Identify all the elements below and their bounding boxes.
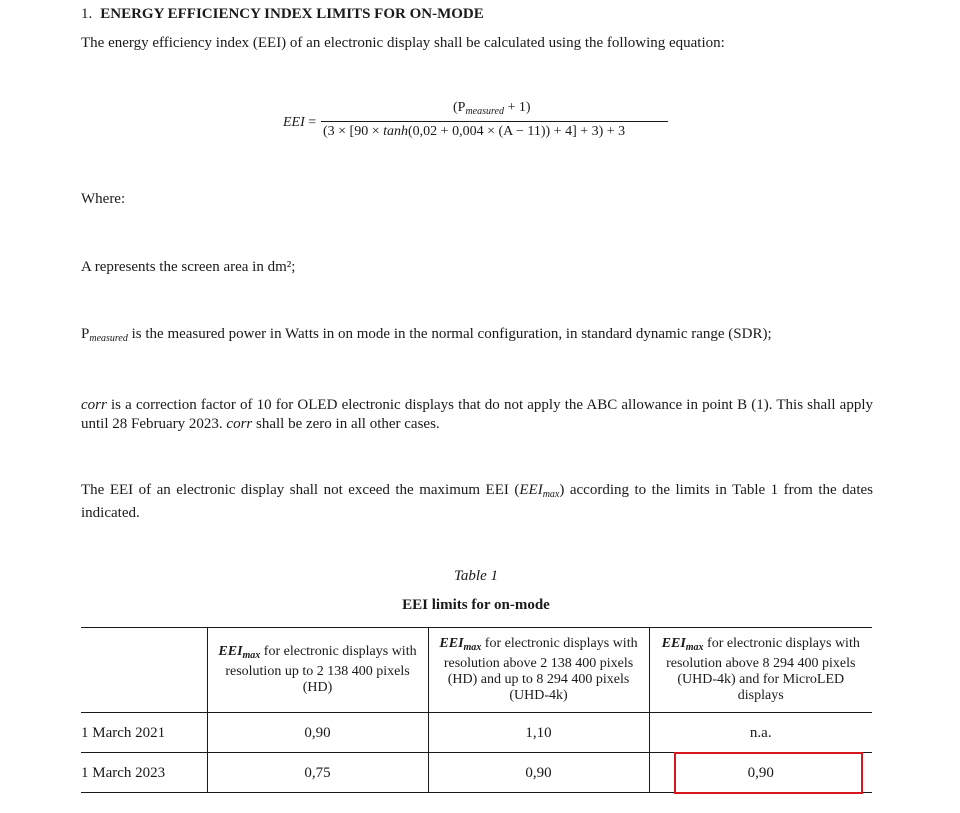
section-heading (81, 6, 484, 23)
table-cell: 0,90 (649, 753, 872, 793)
eei-equation (283, 100, 683, 150)
table-header-empty (81, 628, 207, 713)
table-header-microled: $EEI_{max}$ for electronic displays with resolution above 8 294 400 pixels (UHD-4k) and for MicroLED displays (649, 628, 872, 713)
equation-lhs: EEI = (283, 115, 317, 130)
table-cell: 0,90 (428, 753, 649, 793)
limit-paragraph: The EEI of an electronic display shall not exceed the maximum EEI $(EEI_{max})$ according to the limits in Table 1 from the dates indicated. (81, 482, 873, 521)
definition-corr: corr is a correction factor of 10 for OLED electronic displays that do not apply the ABC allowance in point B (1). This shall apply until 28 February 2023. corr shall be zero in all other cases. (81, 397, 873, 432)
table-cell-date: 1 March 2021 (81, 724, 166, 741)
equation-numerator: $(P_{measured} + 1)$ (453, 100, 531, 117)
table-header-uhd: $EEI_{max}$ for electronic displays with resolution above 2 138 400 pixels (HD) and up to 8 294 400 pixels (UHD-4k) (428, 628, 649, 713)
table-header-row (81, 628, 872, 713)
table-caption: Table 1 (453, 568, 499, 584)
table-title: EEI limits for on-mode (402, 597, 550, 613)
definition-a: A represents the screen area in dm²; (81, 259, 296, 275)
intro-paragraph: The energy efficiency index (EEI) of an electronic display shall be calculated using the following equation: (81, 35, 725, 51)
highlight-box (674, 752, 863, 794)
definition-p-measured: $P_{measured}$ is the measured power in Watts in on mode in the normal configuration, in standard dynamic range (SDR); (81, 326, 772, 344)
table-cell-date: 1 March 2023 (81, 764, 166, 781)
table-cell: 0,90 (207, 713, 428, 753)
table-row (81, 713, 872, 753)
section-number: 1. (81, 6, 93, 22)
where-label: Where: (81, 191, 126, 207)
equation-denominator: (3 × [90 × tanh(0,02 + 0,004 × (A − 11)) + 4] + 3) + 3 (323, 124, 626, 139)
fraction-bar (321, 121, 668, 122)
table-cell: n.a. (649, 713, 872, 753)
table-cell: 1,10 (428, 713, 649, 753)
section-title: ENERGY EFFICIENCY INDEX LIMITS FOR ON-MODE (100, 6, 484, 22)
table-header-hd: $EEI_{max}$ for electronic displays with resolution up to 2 138 400 pixels (HD) (207, 628, 428, 713)
table-cell: 0,75 (207, 753, 428, 793)
